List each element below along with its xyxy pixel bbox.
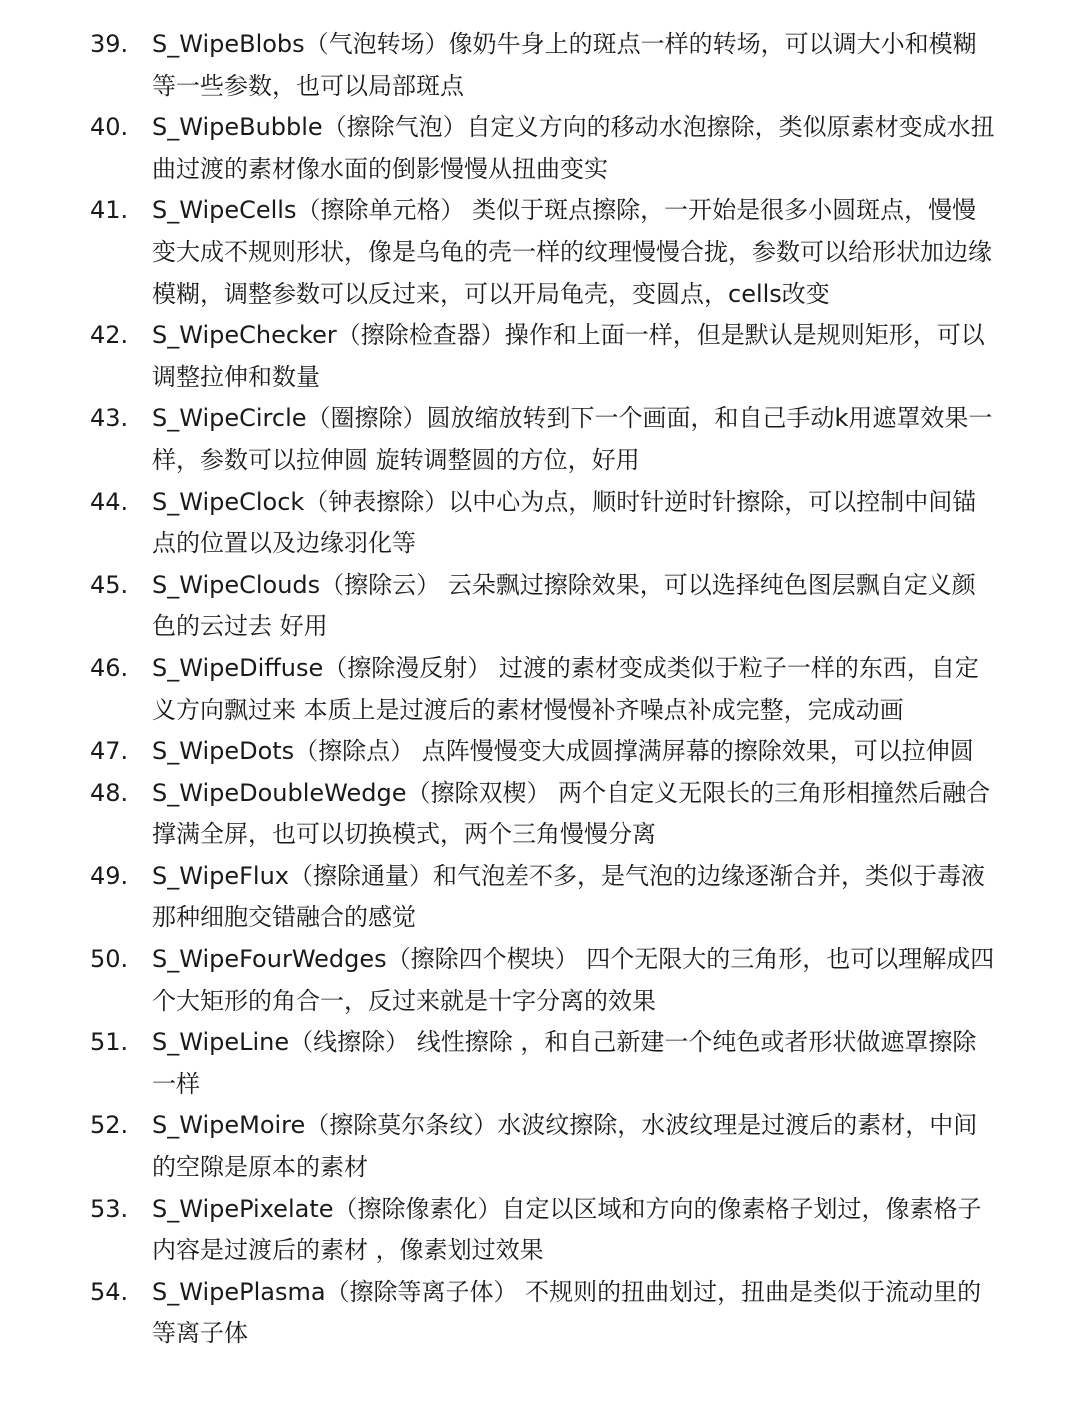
item-number: 51.: [90, 1028, 129, 1057]
item-text: S_WipeMoire（擦除莫尔条纹）水波纹擦除，水波纹理是过渡后的素材，中间的空隙是原本的素材: [152, 1111, 978, 1182]
item-number: 47.: [90, 737, 129, 766]
list-item: [0, 1272, 997, 1355]
item-text: S_WipeDots（擦除点） 点阵慢慢变大成圆撑满屏幕的擦除效果，可以拉伸圆: [152, 737, 974, 766]
list-item: [0, 1105, 997, 1188]
item-number: 53.: [90, 1194, 129, 1223]
item-text: S_WipeDoubleWedge（擦除双楔） 两个自定义无限长的三角形相撞然后融合撑满全屏，也可以切换模式，两个三角慢慢分离: [152, 778, 991, 849]
item-number: 45.: [90, 570, 129, 599]
list-item: [0, 315, 997, 398]
list-item: [0, 107, 997, 190]
item-number: 43.: [90, 404, 129, 433]
item-text: S_WipeFlux（擦除通量）和气泡差不多，是气泡的边缘逐渐合并，类似于毒液那种细胞交错融合的感觉: [152, 861, 985, 932]
list-item: [0, 190, 997, 315]
item-number: 49.: [90, 861, 129, 890]
item-number: 54.: [90, 1277, 129, 1306]
item-number: 50.: [90, 945, 129, 974]
item-text: S_WipeDiffuse（擦除漫反射） 过渡的素材变成类似于粒子一样的东西，自定义方向飘过来 本质上是过渡后的素材慢慢补齐噪点补成完整，完成动画: [152, 653, 979, 724]
item-number: 41.: [90, 196, 129, 225]
list-item: [0, 939, 997, 1022]
item-text: S_WipeCircle（圈擦除）圆放缩放转到下一个画面，和自己手动k用遮罩效果一样，参数可以拉伸圆 旋转调整圆的方位，好用: [152, 404, 993, 474]
item-number: 39.: [90, 30, 129, 58]
item-text: S_WipeChecker（擦除检查器）操作和上面一样，但是默认是规则矩形，可以调整拉伸和数量: [152, 321, 985, 391]
list-item: [0, 773, 997, 856]
list-item: [0, 1189, 997, 1272]
item-text: S_WipeClock（钟表擦除）以中心为点，顺时针逆时针擦除，可以控制中间锚点的位置以及边缘羽化等: [152, 487, 977, 558]
item-text: S_WipeBlobs（气泡转场）像奶牛身上的斑点一样的转场，可以调大小和模糊等一些参数，也可以局部斑点: [152, 30, 977, 100]
list-item: [0, 398, 997, 481]
item-number: 44.: [90, 487, 129, 516]
list-item: [0, 565, 997, 648]
list-item: [0, 731, 997, 773]
item-text: S_WipeBubble（擦除气泡）自定义方向的移动水泡擦除，类似原素材变成水扭曲过渡的素材像水面的倒影慢慢从扭曲变实: [152, 113, 995, 183]
item-number: 48.: [90, 778, 129, 807]
list-item: [0, 648, 997, 731]
item-number: 52.: [90, 1111, 129, 1140]
item-text: S_WipePixelate（擦除像素化）自定以区域和方向的像素格子划过，像素格子内容是过渡后的素材 ，像素划过效果: [152, 1194, 982, 1265]
list-item: [0, 1022, 997, 1105]
item-text: S_WipePlasma（擦除等离子体） 不规则的扭曲划过，扭曲是类似于流动里的等离子体: [152, 1277, 982, 1348]
item-text: S_WipeLine（线擦除） 线性擦除 ，和自己新建一个纯色或者形状做遮罩擦除一样: [152, 1028, 977, 1098]
document-list: [0, 24, 1080, 1355]
item-number: 42.: [90, 321, 129, 350]
list-item: [0, 856, 997, 939]
item-text: S_WipeFourWedges（擦除四个楔块） 四个无限大的三角形，也可以理解成四个大矩形的角合一，反过来就是十字分离的效果: [152, 945, 995, 1015]
list-item: [0, 482, 997, 565]
item-number: 40.: [90, 113, 129, 142]
item-text: S_WipeClouds（擦除云） 云朵飘过擦除效果，可以选择纯色图层飘自定义颜色的云过去 好用: [152, 570, 976, 641]
list-item: [0, 24, 997, 107]
item-text: S_WipeCells（擦除单元格） 类似于斑点擦除，一开始是很多小圆斑点，慢慢变大成不规则形状，像是乌龟的壳一样的纹理慢慢合拢，参数可以给形状加边缘模糊，调整参数可以反过来，可以开局龟壳，变圆点，cells改变: [152, 196, 992, 308]
item-number: 46.: [90, 653, 129, 682]
